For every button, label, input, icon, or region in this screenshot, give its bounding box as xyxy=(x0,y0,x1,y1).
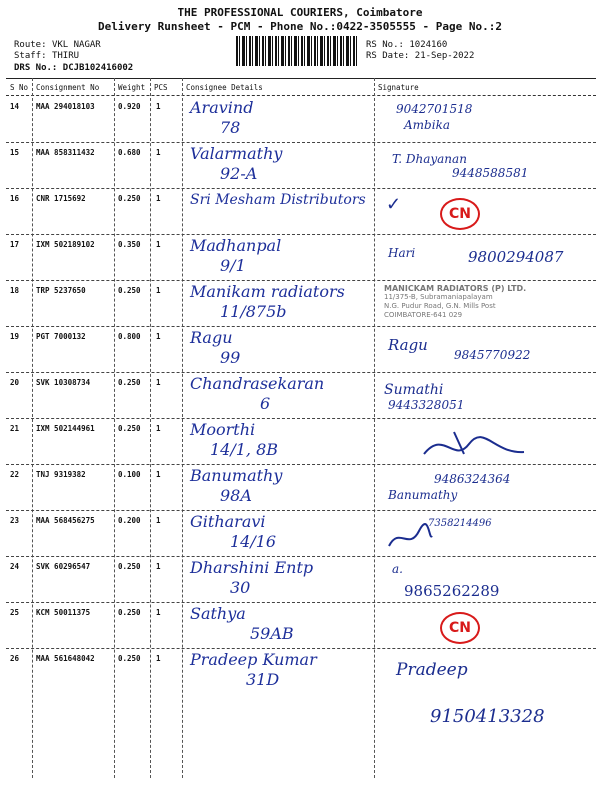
consignment-no: TNJ 9319382 xyxy=(36,470,86,479)
signature-phone: 9448588581 xyxy=(452,166,529,180)
sno: 22 xyxy=(10,470,20,479)
table-row xyxy=(6,96,596,143)
signature-phone: 7358214496 xyxy=(428,518,492,529)
consignee xyxy=(190,328,380,368)
weight: 0.920 xyxy=(118,102,141,111)
sno: 14 xyxy=(10,102,20,111)
stamp-line: 11/375-B, Subramaniapalayam xyxy=(384,293,493,301)
table-row xyxy=(6,510,596,557)
staff-line xyxy=(14,51,79,61)
signature-name: Ragu xyxy=(388,336,428,354)
table-row xyxy=(6,142,596,189)
signature xyxy=(384,100,594,140)
staff-label: Staff: xyxy=(14,51,47,61)
consignee-address: 99 xyxy=(220,348,241,367)
signature xyxy=(384,284,594,324)
consignee xyxy=(190,374,380,414)
signature xyxy=(384,146,594,186)
pcs: 1 xyxy=(156,240,161,249)
pcs: 1 xyxy=(156,470,161,479)
sno: 17 xyxy=(10,240,20,249)
route-label: Route: xyxy=(14,40,47,50)
company-title: THE PROFESSIONAL COURIERS, Coimbatore xyxy=(177,6,423,19)
signature-name: Pradeep xyxy=(396,660,468,680)
signature-phone: 9443328051 xyxy=(388,398,465,412)
table-row xyxy=(6,372,596,419)
table-row xyxy=(6,602,596,649)
company-stamp xyxy=(384,284,584,320)
weight: 0.250 xyxy=(118,562,141,571)
consignee-name: Chandrasekaran xyxy=(190,374,325,393)
consignee xyxy=(190,282,380,322)
sno: 16 xyxy=(10,194,20,203)
pcs: 1 xyxy=(156,562,161,571)
stamp-line: COIMBATORE-641 029 xyxy=(384,311,463,319)
weight: 0.350 xyxy=(118,240,141,249)
consignment-no: CNR 1715692 xyxy=(36,194,86,203)
col-consignee: Consignee Details xyxy=(186,83,263,92)
pcs: 1 xyxy=(156,424,161,433)
signature xyxy=(384,330,594,370)
consignee-address: 92-A xyxy=(220,164,258,183)
consignment-no: SVK 10308734 xyxy=(36,378,91,387)
weight: 0.250 xyxy=(118,194,141,203)
consignee-name: Aravind xyxy=(190,98,254,117)
pcs: 1 xyxy=(156,378,161,387)
route-value: VKL NAGAR xyxy=(51,40,101,50)
signature-phone: 9486324364 xyxy=(434,472,511,486)
consignee xyxy=(190,420,380,460)
stamp-line: MANICKAM RADIATORS (P) LTD. xyxy=(384,284,527,293)
consignee-address: 78 xyxy=(220,118,241,137)
consignee-name: Moorthi xyxy=(190,420,256,439)
sno: 23 xyxy=(10,516,20,525)
consignment-no: MAA 858311432 xyxy=(36,148,95,157)
consignee-name: Githaravi xyxy=(190,512,266,531)
route-line xyxy=(14,40,101,50)
barcode xyxy=(236,36,358,66)
consignee xyxy=(190,144,380,184)
sno: 19 xyxy=(10,332,20,341)
rs-date-line xyxy=(366,51,474,61)
weight: 0.800 xyxy=(118,332,141,341)
pcs: 1 xyxy=(156,608,161,617)
weight: 0.680 xyxy=(118,148,141,157)
weight: 0.200 xyxy=(118,516,141,525)
weight: 0.250 xyxy=(118,424,141,433)
weight: 0.250 xyxy=(118,608,141,617)
table-row xyxy=(6,418,596,465)
consignee-name: Valarmathy xyxy=(190,144,283,163)
consignee xyxy=(190,236,380,276)
pcs: 1 xyxy=(156,516,161,525)
signature xyxy=(384,652,594,692)
consignment-no: IXM 502144961 xyxy=(36,424,95,433)
consignee-name: Manikam radiators xyxy=(190,282,345,301)
consignment-no: MAA 561648042 xyxy=(36,654,95,663)
consignee xyxy=(190,604,380,644)
signature-scribble xyxy=(414,424,534,464)
consignee-address: 30 xyxy=(230,578,251,597)
signature-phone: 9042701518 xyxy=(396,102,473,116)
consignment-no: MAA 568456275 xyxy=(36,516,95,525)
sno: 25 xyxy=(10,608,20,617)
table-row xyxy=(6,188,596,235)
consignee xyxy=(190,558,380,598)
sno: 21 xyxy=(10,424,20,433)
cn-mark: CN xyxy=(440,198,480,230)
stamp-line: N.G. Pudur Road, G.N. Mills Post xyxy=(384,302,496,310)
consignee-name: Banumathy xyxy=(190,466,283,485)
signature xyxy=(384,192,594,232)
pcs: 1 xyxy=(156,332,161,341)
consignment-no: SVK 60296547 xyxy=(36,562,91,571)
sno: 24 xyxy=(10,562,20,571)
weight: 0.100 xyxy=(118,470,141,479)
consignee-address: 9/1 xyxy=(220,256,246,275)
table-row xyxy=(6,234,596,281)
consignee-address: 31D xyxy=(246,670,280,689)
signature-name: T. Dhayanan xyxy=(392,152,467,166)
signature xyxy=(384,238,594,278)
consignee xyxy=(190,512,380,552)
signature-phone: 9865262289 xyxy=(404,582,500,600)
pcs: 1 xyxy=(156,102,161,111)
consignee-address: 59AB xyxy=(250,624,294,643)
signature-phone: 9800294087 xyxy=(468,248,564,266)
consignee-address: 98A xyxy=(220,486,252,505)
pcs: 1 xyxy=(156,286,161,295)
drs-value: DCJB102416002 xyxy=(62,63,134,73)
consignee xyxy=(190,98,380,138)
rs-no-label: RS No.: xyxy=(366,40,404,50)
sno: 15 xyxy=(10,148,20,157)
col-signature: Signature xyxy=(378,83,419,92)
consignee-address: 6 xyxy=(260,394,271,413)
table-row xyxy=(6,326,596,373)
weight: 0.250 xyxy=(118,378,141,387)
consignment-no: MAA 294018103 xyxy=(36,102,95,111)
col-pcs: PCS xyxy=(154,83,168,92)
consignee-name: Dharshini Entp xyxy=(190,558,314,577)
signature-scribble xyxy=(384,516,434,556)
signature-name: Ambika xyxy=(404,118,450,132)
signature-name: Banumathy xyxy=(388,488,458,502)
consignee-name: Sathya xyxy=(190,604,246,623)
signature-name: Sumathi xyxy=(384,382,444,398)
signature xyxy=(384,606,594,646)
consignment-no: PGT 7000132 xyxy=(36,332,86,341)
table-row xyxy=(6,648,596,694)
col-sno: S No xyxy=(10,83,29,92)
weight: 0.250 xyxy=(118,654,141,663)
consignee xyxy=(190,650,380,690)
pcs: 1 xyxy=(156,654,161,663)
signature xyxy=(384,514,594,554)
signature-phone: 9845770922 xyxy=(454,348,531,362)
table-row xyxy=(6,280,596,327)
consignee-address: 14/1, 8B xyxy=(210,440,279,459)
rs-date-value: 21-Sep-2022 xyxy=(414,51,475,61)
pcs: 1 xyxy=(156,148,161,157)
rs-date-label: RS Date: xyxy=(366,51,410,61)
rs-no-line xyxy=(366,40,447,50)
consignee xyxy=(190,466,380,506)
consignment-no: KCM 50011375 xyxy=(36,608,91,617)
drs-label: DRS No.: xyxy=(14,63,58,73)
staff-value: THIRU xyxy=(51,51,80,61)
col-consignment: Consignment No xyxy=(36,83,100,92)
consignee-address: 14/16 xyxy=(230,532,277,551)
cn-mark: CN xyxy=(440,612,480,644)
table-row xyxy=(6,464,596,511)
signature xyxy=(384,560,594,600)
consignee-name: Madhanpal xyxy=(190,236,282,255)
signature-name: a. xyxy=(392,562,403,576)
weight: 0.250 xyxy=(118,286,141,295)
col-weight: Weight xyxy=(118,83,146,92)
sno: 26 xyxy=(10,654,20,663)
signature xyxy=(384,468,594,508)
drs-line xyxy=(14,63,133,73)
table-header xyxy=(6,78,596,96)
signature xyxy=(384,376,594,416)
handwritten-phone: 9150413328 xyxy=(430,706,545,727)
consignee-name: Ragu xyxy=(190,328,233,347)
sno: 18 xyxy=(10,286,20,295)
rs-no-value: 1024160 xyxy=(409,40,448,50)
consignment-no: TRP 5237650 xyxy=(36,286,86,295)
consignee-address: 11/875b xyxy=(220,302,287,321)
pcs: 1 xyxy=(156,194,161,203)
signature-name: Hari xyxy=(388,246,416,260)
checkmark-icon: ✓ xyxy=(386,194,402,215)
consignment-no: IXM 502189102 xyxy=(36,240,95,249)
consignee-name: Pradeep Kumar xyxy=(190,650,317,669)
runsheet-title: Delivery Runsheet - PCM - Phone No.:0422-3505555 - Page No.:2 xyxy=(98,20,502,33)
sno: 20 xyxy=(10,378,20,387)
table-row xyxy=(6,556,596,603)
consignee xyxy=(190,190,380,210)
signature xyxy=(384,422,594,462)
consignee-name: Sri Mesham Distributors xyxy=(190,192,366,208)
